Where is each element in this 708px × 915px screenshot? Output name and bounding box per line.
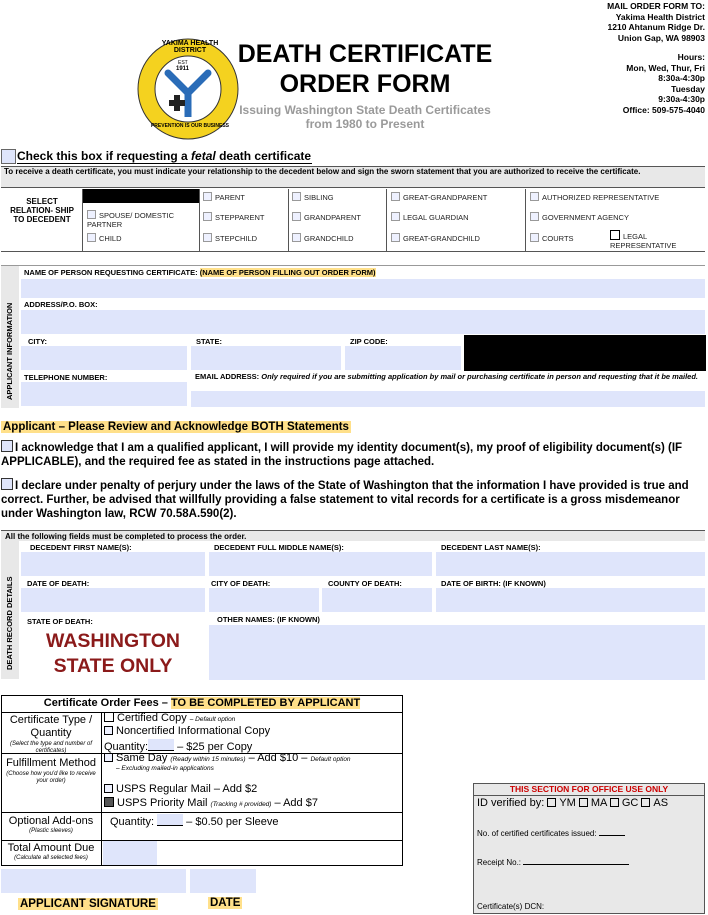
logo-text-bottom: PREVENTION IS OUR BUSINESS [150,123,230,129]
first-name-field[interactable] [21,552,205,576]
fees-heading [1,697,403,709]
city-of-death-label: CITY OF DEATH: [211,579,271,588]
type-note: (Select the type and number of certificates) [9,741,93,754]
acknowledge-statement2-text: I declare under penalty of perjury under the laws of the State of Washington that the information I have provided is true and correct. Further, be advised that willfully providing a false statement to vital records for a certificate is a gross misdemeanor under Washington law, RCW 70.58A.590(2). [1,480,689,520]
rel-grandparent[interactable] [292,212,361,222]
checkbox-icon [292,192,301,201]
checkbox-icon [530,192,539,201]
priority-mail-label: USPS Priority Mail [117,797,208,809]
checkbox-icon [104,784,113,793]
acknowledge-checkbox1[interactable] [1,440,13,452]
address-field[interactable] [21,310,705,334]
receipt-line[interactable] [523,864,629,865]
email-note: Only required if you are submitting application by mail or purchasing certificate in person and requesting that it be mailed. [261,372,699,381]
checkbox-icon [104,726,113,735]
issued-row [477,829,625,838]
last-name-label: DECEDENT LAST NAME(S): [441,543,541,552]
same-day-label: Same Day [116,752,168,764]
addons-quantity [110,814,279,828]
rel-spouse[interactable] [87,210,197,229]
acknowledge-statement2 [1,478,703,521]
city-of-death-field[interactable] [209,588,319,612]
checkbox-icon [203,212,212,221]
date-of-birth-label: DATE OF BIRTH: (IF KNOWN) [441,579,546,588]
state-value-line1: WASHINGTON [46,630,180,652]
applicant-name-label-text: NAME OF PERSON REQUESTING CERTIFICATE: [24,268,198,277]
relationship-instruction: To receive a death certificate, you must indicate your relationship to the decedent below and sign the sworn statement that you are authorized to receive the certificate. [1,166,705,188]
first-name-label: DECEDENT FIRST NAME(S): [30,543,132,552]
rel-stepchild-label: STEPCHILD [215,234,258,243]
subtitle-line2: from 1980 to Present [305,117,425,131]
fetal-label [17,149,312,164]
county-of-death-label: COUNTY OF DEATH: [328,579,402,588]
rel-government-agency[interactable] [530,212,629,222]
same-day-option[interactable] [104,752,351,764]
hours-heading: Hours: [677,52,705,62]
date-of-death-field[interactable] [21,588,205,612]
same-day-default: Default option [310,756,351,763]
city-field[interactable] [21,346,187,370]
rel-courts-label: COURTS [542,234,574,243]
total-amount-field[interactable] [103,841,157,865]
checkbox-icon [104,797,114,807]
state-label: STATE: [196,337,222,346]
rel-parent-label: PARENT [215,193,245,202]
checkbox-icon [292,233,301,242]
dcn-label: Certificate(s) DCN: [477,902,545,911]
fetal-checkbox[interactable] [1,149,16,164]
regular-mail-option[interactable] [104,783,257,795]
fulfillment-note: (Choose how you'd like to receive your order) [6,771,96,784]
copy-quantity-field[interactable] [148,739,174,751]
checkbox-icon [87,233,96,242]
rel-spouse-label: SPOUSE/ DOMESTIC PARTNER [87,211,175,229]
date-field[interactable] [190,869,256,893]
same-day-note: (Ready within 15 minutes) [170,756,246,763]
checkbox-icon [104,753,113,762]
rel-legal-guardian-label: LEGAL GUARDIAN [403,213,469,222]
noncertified-label: Noncertified Informational Copy [116,725,271,737]
mail-heading: MAIL ORDER FORM TO: [607,1,705,11]
rel-government-agency-label: GOVERNMENT AGENCY [542,213,629,222]
rel-grandparent-label: GRANDPARENT [304,213,361,222]
priority-note: (Tracking # provided) [210,801,272,808]
addons-label: Optional Add-ons [8,815,94,827]
certified-option[interactable] [104,712,235,724]
acknowledge-checkbox2[interactable] [1,478,13,490]
date-of-death-label: DATE OF DEATH: [27,579,90,588]
date-label: DATE [210,897,241,909]
other-names-label: OTHER NAMES: (IF KNOWN) [217,615,320,624]
checkbox-icon [203,233,212,242]
fees-heading-hl: TO BE COMPLETED BY APPLICANT [170,697,361,709]
sleeve-quantity-field[interactable] [157,814,183,826]
addons-price: – $0.50 per Sleeve [186,816,279,828]
certified-label: Certified Copy [117,712,187,724]
hours-days2: Tuesday [671,83,705,94]
rel-stepchild[interactable] [203,233,257,243]
decedent-side-label: DEATH RECORD DETAILS [5,576,14,670]
logo-est: EST [178,60,188,66]
checkbox-icon [530,212,539,221]
redacted-block-applicant [464,335,706,371]
id-option-ma[interactable] [579,797,607,809]
mail-city: Union Gap, WA 98903 [617,32,705,43]
rel-legal-representative[interactable] [610,230,704,250]
copy-quantity [104,739,252,753]
regular-mail-label: USPS Regular Mail – Add $2 [116,783,258,795]
checkbox-icon [547,798,556,807]
phone-field[interactable] [21,382,187,406]
checkbox-icon [292,212,301,221]
issued-label: No. of certified certificates issued: [477,829,597,838]
checkbox-icon [87,210,96,219]
email-field[interactable] [191,391,705,407]
date-of-birth-field[interactable] [436,588,705,612]
acknowledge-heading: Applicant – Please Review and Acknowledge BOTH Statements [3,421,349,433]
hours-time2: 9:30a-4:30p [658,94,705,104]
fetal-label-pre: Check this box if requesting a [17,149,192,163]
rel-great-grandchild[interactable] [391,233,480,243]
checkbox-icon [391,192,400,201]
id-option-ma-label: MA [590,797,607,809]
same-day-exclusion: – Excluding mailed-in applications [116,765,214,772]
phone-label: TELEPHONE NUMBER: [24,373,108,382]
rel-sibling-label: SIBLING [304,193,334,202]
subtitle-line1: Issuing Washington State Death Certificates [239,103,491,117]
rel-great-grandparent[interactable] [391,192,487,202]
checkbox-icon [610,798,619,807]
rel-courts[interactable] [530,233,574,243]
city-label: CITY: [28,337,48,346]
signature-field[interactable] [1,869,186,893]
noncertified-option[interactable] [104,725,270,737]
fetal-label-post: death certificate [215,149,312,163]
hours-days1: Mon, Wed, Thur, Fri [626,62,705,73]
fulfillment-label: Fulfillment Method [6,757,96,769]
receipt-row [477,858,629,867]
rel-parent[interactable] [203,192,245,202]
mail-street: 1210 Ahtanum Ridge Dr. [607,22,705,32]
fees-heading-text: Certificate Order Fees – [43,697,171,709]
fetal-label-em: fetal [191,149,216,163]
rel-child[interactable] [87,233,122,243]
mail-name: Yakima Health District [615,11,705,22]
receipt-label: Receipt No.: [477,858,522,867]
office-use-heading: THIS SECTION FOR OFFICE USE ONLY [473,784,705,796]
applicant-side-label: APPLICANT INFORMATION [5,302,14,400]
id-option-as-label: AS [653,797,669,809]
acknowledge-statement1-text: I acknowledge that I am a qualified applicant, I will provide my identity document(s), my proof of eligibility document(s) (IF APPLICABLE), and the required fee as stated in the instructions page attached. [1,442,683,468]
zip-field[interactable] [345,346,461,370]
checkbox-icon [203,192,212,201]
id-verified-row [477,797,668,809]
middle-name-field[interactable] [209,552,432,576]
rel-legal-guardian[interactable] [391,212,469,222]
acknowledge-statement1 [1,440,701,469]
rel-grandchild[interactable] [292,233,354,243]
state-value-line2: STATE ONLY [53,655,173,677]
checkbox-icon [530,233,539,242]
checkbox-icon [391,233,400,242]
checkbox-icon [641,798,650,807]
checkbox-icon [610,230,620,240]
priority-fee: – Add $7 [274,797,318,809]
rel-authorized-rep-label: AUTHORIZED REPRESENTATIVE [542,193,660,202]
decedent-required-note: All the following fields must be completed to process the order. [1,530,705,541]
id-verified-label: ID verified by: [477,797,545,809]
address-label: ADDRESS/P.O. BOX: [24,300,98,309]
select-relationship-label: SELECT RELATION- SHIP TO DECEDENT [10,197,74,224]
same-day-fee: – Add $10 – [248,752,308,764]
id-option-ym[interactable] [547,797,576,809]
rel-great-grandchild-label: GREAT-GRANDCHILD [403,234,480,243]
middle-name-label: DECEDENT FULL MIDDLE NAME(S): [214,543,344,552]
logo-text-top: YAKIMA HEALTH DISTRICT [161,40,219,54]
form-title-line1: DEATH CERTIFICATE [237,40,493,68]
quantity-label: Quantity: [104,741,149,753]
rel-sibling[interactable] [292,192,334,202]
last-name-field[interactable] [436,552,705,576]
rel-child-label: CHILD [99,234,122,243]
email-label [195,372,703,381]
mail-address-block [565,1,705,115]
total-note: (Calculate all selected fees) [14,855,88,861]
id-option-ym-label: YM [559,797,576,809]
issued-line[interactable] [599,835,625,836]
zip-label: ZIP CODE: [350,337,388,346]
state-field[interactable] [191,346,341,370]
rel-stepparent[interactable] [203,212,264,222]
addons-note: (Plastic sleeves) [29,828,73,834]
type-label: Certificate Type / Quantity [9,714,93,739]
other-names-field[interactable] [209,625,705,680]
redacted-block-relationship [82,189,199,203]
price-per-copy: – $25 per Copy [177,741,253,753]
signature-label: APPLICANT SIGNATURE [20,898,156,910]
id-option-as[interactable] [641,797,668,809]
email-label-text: EMAIL ADDRESS: [195,372,260,381]
priority-mail-option[interactable] [104,797,318,809]
state-of-death-value [21,629,205,679]
rel-authorized-rep[interactable] [530,192,659,202]
id-option-gc-label: GC [621,797,639,809]
rel-great-grandparent-label: GREAT-GRANDPARENT [403,193,488,202]
checkbox-icon [391,212,400,221]
id-option-gc[interactable] [610,797,639,809]
applicant-name-label [24,268,376,277]
rel-stepparent-label: STEPPARENT [215,213,265,222]
certified-note: – Default option [189,716,236,723]
office-phone: Office: 509-575-4040 [622,104,705,115]
checkbox-icon [579,798,588,807]
hours-time1: 8:30a-4:30p [658,73,705,83]
applicant-name-field[interactable] [21,279,705,298]
applicant-name-hint: (NAME OF PERSON FILLING OUT ORDER FORM) [199,268,376,277]
rel-legal-representative-label: LEGAL REPRESENTATIVE [610,232,677,250]
addons-quantity-label: Quantity: [110,816,155,828]
county-of-death-field[interactable] [322,588,432,612]
total-label: Total Amount Due [7,842,95,854]
rel-grandchild-label: GRANDCHILD [304,234,354,243]
form-title-line2: ORDER FORM [279,70,451,98]
checkbox-icon [104,712,114,722]
logo-year: 1911 [176,66,190,72]
state-of-death-label: STATE OF DEATH: [27,617,93,626]
